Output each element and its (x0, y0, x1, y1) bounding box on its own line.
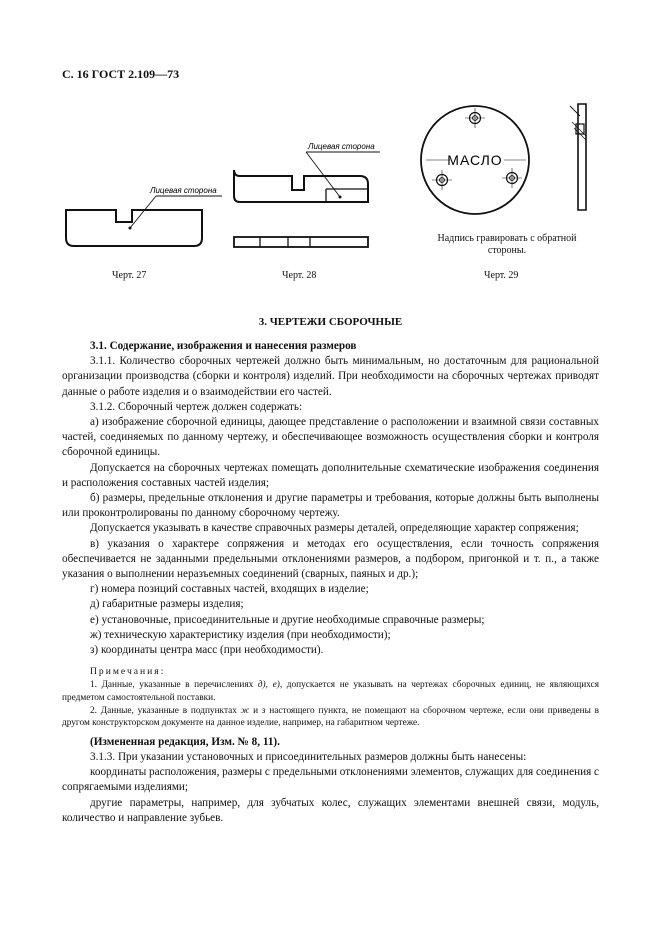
page-header: С. 16 ГОСТ 2.109—73 (62, 67, 180, 81)
figure-29 (420, 98, 610, 223)
figure-27 (62, 180, 232, 260)
list-item: в) указания о характере сопряжения и методах его осуществления, если точность сопряжения обеспечивается не заданными предельными отклонениями размеров, а подбором, пригонкой и т. п., а также указания о выполнении неразъемных соединений (сварных, паяных и др.); (62, 537, 599, 581)
leader-dot (129, 227, 132, 230)
note-2: 2. Данные, указанные в подпунктах ж и з настоящего пункта, не помещают на сборочном чертеже, если они приведены в другом конструкторском документе на данное изделие, например, на габаритном чертеже. (62, 705, 599, 729)
list-item: г) номера позиций составных частей, входящих в изделие; (90, 583, 369, 596)
revision-note: (Измененная редакция, Изм. № 8, 11). (90, 735, 280, 748)
list-item: б) размеры, предельные отклонения и другие параметры и требования, которые должны быть выполнены или проконтролированы по данному сборочному чертежу. (62, 492, 599, 520)
part-top-view (234, 170, 368, 202)
note-1: 1. Данные, указанные в перечислениях д), е), допускается не указывать на чертежах сборочных единиц, не являющихся предметом самостоятельной поставки. (62, 680, 599, 704)
figure-29-note: Надпись гравировать с обратной стороны. (437, 233, 577, 256)
list-item: ж) техническую характеристику изделия (при необходимости); (90, 628, 391, 641)
leader-dot (339, 196, 342, 199)
figure-28-caption: Черт. 28 (282, 270, 317, 281)
section-title: 3. ЧЕРТЕЖИ СБОРОЧНЫЕ (258, 316, 403, 328)
figure-27-caption: Черт. 27 (112, 270, 147, 281)
notes-heading: Примечания: (90, 666, 166, 678)
list-item: д) габаритные размеры изделия; (90, 598, 244, 611)
paragraph: Допускается на сборочных чертежах помещать дополнительные схематические изображения соединения и расположения составных частей изделия; (62, 461, 599, 489)
paragraph: 3.1.2. Сборочный чертеж должен содержать: (90, 400, 303, 413)
figure-28 (232, 140, 392, 255)
part-side-view (234, 237, 368, 247)
list-item: е) установочные, присоединительные и другие необходимые справочные размеры; (90, 613, 485, 626)
leader-line (306, 152, 340, 197)
plate-engraving: МАСЛО (447, 152, 503, 168)
subsection-heading: 3.1. Содержание, изображения и нанесения размеров (90, 340, 357, 352)
part-outline (66, 210, 202, 246)
paragraph: другие параметры, например, для зубчатых колес, служащих элементами внешней связи, модуль, количество и направление зубьев. (62, 796, 599, 824)
figure-29-caption: Черт. 29 (484, 270, 519, 281)
paragraph: Допускается указывать в качестве справочных размеры деталей, определяющие характер сопряжения; (90, 522, 579, 535)
face-side-label: Лицевая сторона (308, 142, 375, 151)
face-side-label: Лицевая сторона (150, 186, 217, 195)
paragraph: 3.1.1. Количество сборочных чертежей должно быть минимальным, но достаточным для рациональной организации производства (сборки и контроля) изделий. При необходимости на сборочных чертежах приводят данные о работе изделия и о взаимодействии его частей. (62, 355, 599, 398)
list-item: а) изображение сборочной единицы, дающее представление о расположении и взаимной связи составных частей, соединяемых по данному чертежу, и обеспечивающее возможность осуществления сборки и контроля сборочной единицы. (62, 416, 599, 459)
paragraph: координаты расположения, размеры с предельными отклонениями элементов, служащих для соединения с сопрягаемыми изделиями; (62, 766, 600, 794)
plate-side-view (578, 104, 586, 210)
leader-line (130, 196, 156, 228)
list-item: з) координаты центра масс (при необходимости). (90, 644, 324, 657)
paragraph: 3.1.3. При указании установочных и присоединительных размеров должны быть нанесены: (90, 751, 527, 764)
document-body (62, 339, 599, 826)
